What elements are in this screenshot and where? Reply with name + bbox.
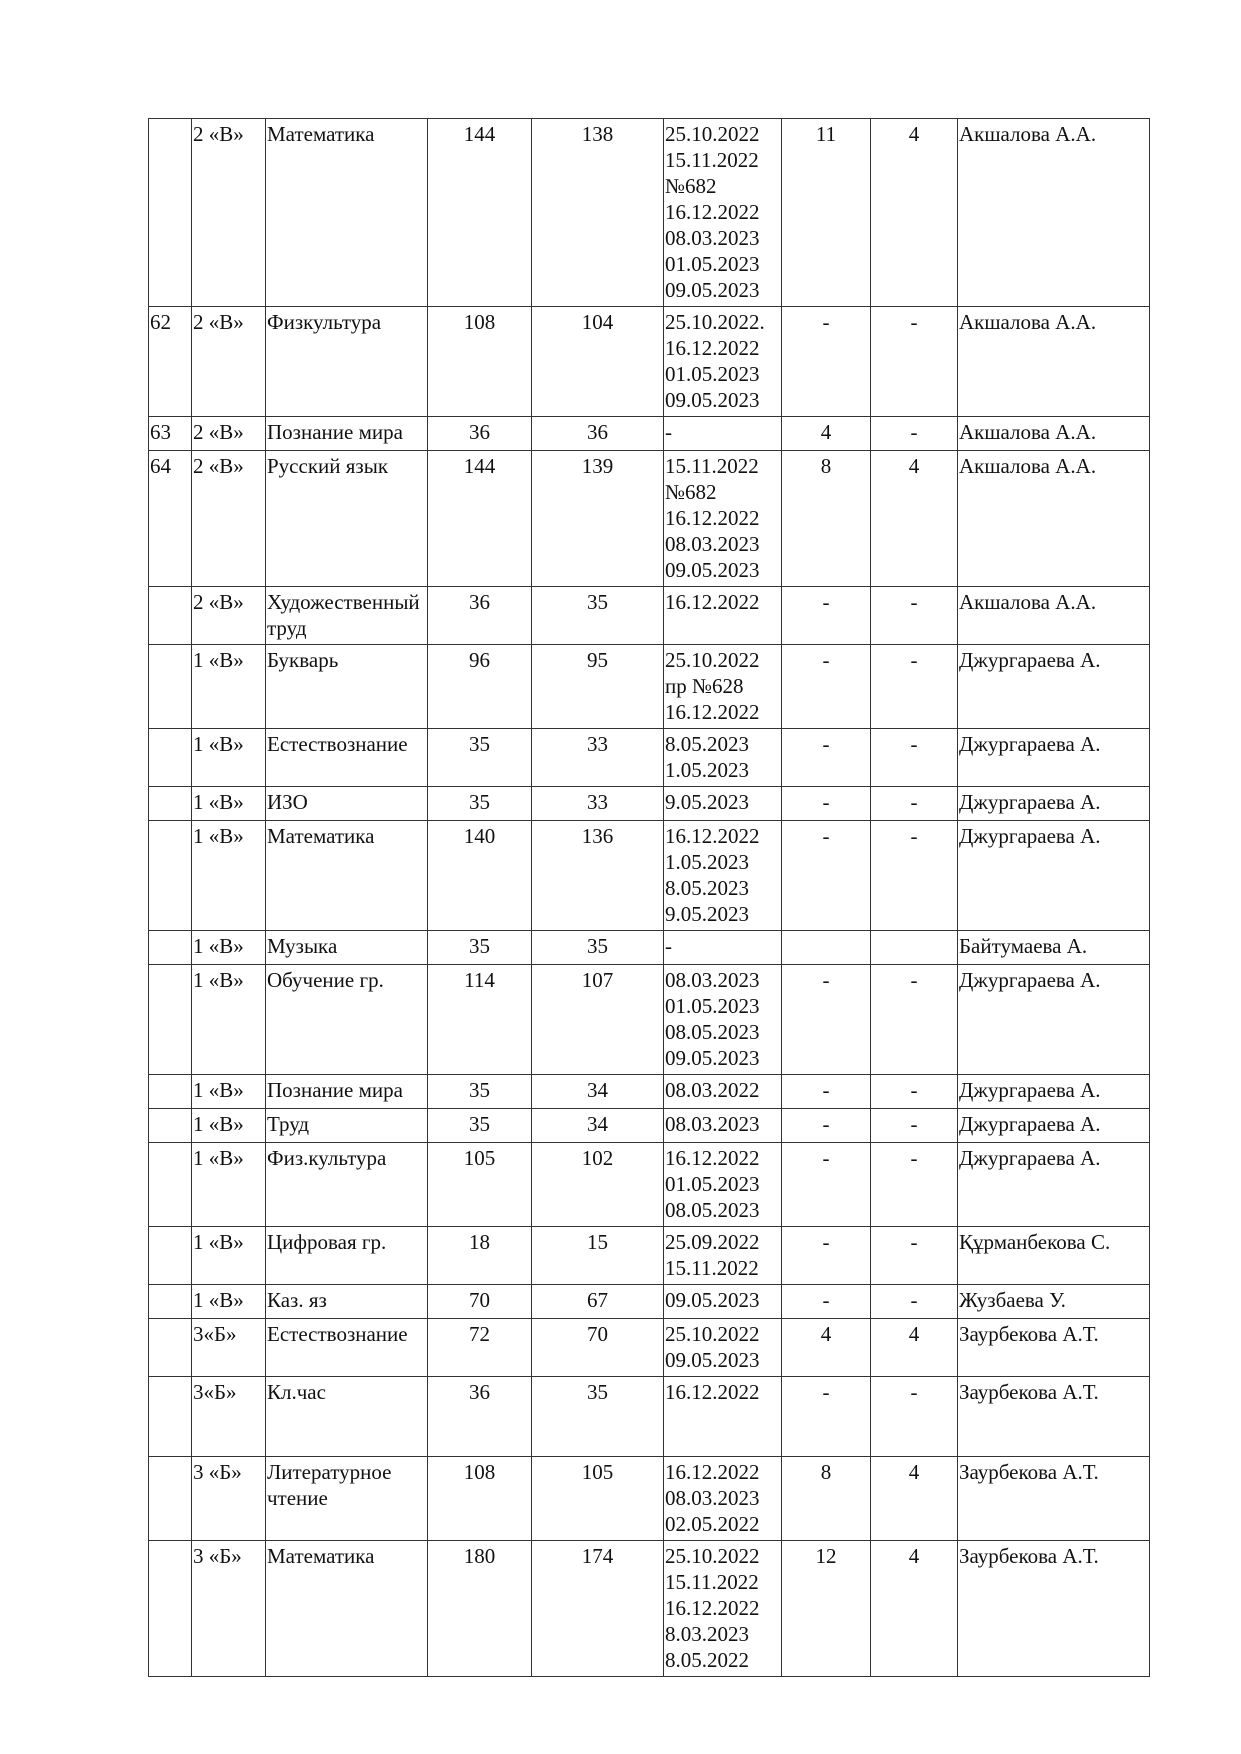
row-number-cell: [149, 1377, 192, 1457]
teacher-cell: Джургараева А.: [958, 645, 1150, 729]
class-cell: 3«Б»: [192, 1377, 266, 1457]
actual-hours-cell: 36: [532, 417, 664, 451]
subject-cell: Математика: [266, 1541, 428, 1677]
column-a-cell: -: [782, 965, 871, 1075]
column-b-cell: -: [871, 1227, 958, 1285]
planned-hours-cell: 36: [428, 587, 532, 645]
column-a-cell: 4: [782, 1319, 871, 1377]
column-b-cell: -: [871, 417, 958, 451]
actual-hours-cell: 35: [532, 587, 664, 645]
row-number-cell: [149, 587, 192, 645]
planned-hours-cell: 108: [428, 307, 532, 417]
planned-hours-cell: 114: [428, 965, 532, 1075]
column-b-cell: -: [871, 587, 958, 645]
row-number-cell: [149, 1075, 192, 1109]
teacher-cell: Акшалова А.А.: [958, 417, 1150, 451]
class-cell: 1 «В»: [192, 965, 266, 1075]
teacher-cell: Заурбекова А.Т.: [958, 1457, 1150, 1541]
dates-cell: 25.10.2022. 16.12.2022 01.05.2023 09.05.2023: [664, 307, 782, 417]
table-row: [149, 1227, 1150, 1285]
row-number-cell: [149, 645, 192, 729]
planned-hours-cell: 72: [428, 1319, 532, 1377]
row-number-cell: 62: [149, 307, 192, 417]
class-cell: 1 «В»: [192, 1285, 266, 1319]
teacher-cell: Джургараева А.: [958, 1075, 1150, 1109]
teacher-cell: Джургараева А.: [958, 729, 1150, 787]
actual-hours-cell: 35: [532, 931, 664, 965]
teacher-cell: Акшалова А.А.: [958, 587, 1150, 645]
class-cell: 2 «В»: [192, 119, 266, 307]
column-a-cell: -: [782, 645, 871, 729]
row-number-cell: 64: [149, 451, 192, 587]
teacher-cell: Заурбекова А.Т.: [958, 1541, 1150, 1677]
subject-cell: Музыка: [266, 931, 428, 965]
planned-hours-cell: 108: [428, 1457, 532, 1541]
dates-cell: 09.05.2023: [664, 1285, 782, 1319]
dates-cell: 16.12.2022: [664, 587, 782, 645]
row-number-cell: [149, 1541, 192, 1677]
subject-cell: Естествознание: [266, 1319, 428, 1377]
table-row: [149, 1109, 1150, 1143]
teacher-cell: Құрманбекова С.: [958, 1227, 1150, 1285]
column-b-cell: 4: [871, 119, 958, 307]
column-b-cell: -: [871, 1285, 958, 1319]
actual-hours-cell: 33: [532, 787, 664, 821]
table-row: [149, 307, 1150, 417]
subject-cell: Каз. яз: [266, 1285, 428, 1319]
dates-cell: 08.03.2023 01.05.2023 08.05.2023 09.05.2023: [664, 965, 782, 1075]
dates-cell: 9.05.2023: [664, 787, 782, 821]
actual-hours-cell: 102: [532, 1143, 664, 1227]
class-cell: 3 «Б»: [192, 1541, 266, 1677]
dates-cell: 25.10.2022 09.05.2023: [664, 1319, 782, 1377]
teacher-cell: Джургараева А.: [958, 787, 1150, 821]
table-row: [149, 1541, 1150, 1677]
dates-cell: 16.12.2022 01.05.2023 08.05.2023: [664, 1143, 782, 1227]
column-b-cell: -: [871, 965, 958, 1075]
table-row: [149, 645, 1150, 729]
planned-hours-cell: 144: [428, 119, 532, 307]
subject-cell: Познание мира: [266, 1075, 428, 1109]
column-b-cell: -: [871, 1075, 958, 1109]
dates-cell: 08.03.2023: [664, 1109, 782, 1143]
planned-hours-cell: 96: [428, 645, 532, 729]
row-number-cell: [149, 821, 192, 931]
actual-hours-cell: 95: [532, 645, 664, 729]
row-number-cell: [149, 1109, 192, 1143]
table-row: [149, 417, 1150, 451]
column-a-cell: -: [782, 307, 871, 417]
subject-cell: Художественный труд: [266, 587, 428, 645]
subject-cell: Естествознание: [266, 729, 428, 787]
planned-hours-cell: 36: [428, 1377, 532, 1457]
table-row: [149, 821, 1150, 931]
planned-hours-cell: 35: [428, 1075, 532, 1109]
table-row: [149, 729, 1150, 787]
planned-hours-cell: 18: [428, 1227, 532, 1285]
table-row: [149, 1457, 1150, 1541]
class-cell: 2 «В»: [192, 587, 266, 645]
column-b-cell: -: [871, 1377, 958, 1457]
table-row: [149, 587, 1150, 645]
dates-cell: 8.05.2023 1.05.2023: [664, 729, 782, 787]
planned-hours-cell: 35: [428, 1109, 532, 1143]
dates-cell: 16.12.2022: [664, 1377, 782, 1457]
class-cell: 1 «В»: [192, 1109, 266, 1143]
row-number-cell: [149, 1457, 192, 1541]
column-a-cell: -: [782, 729, 871, 787]
subject-cell: Труд: [266, 1109, 428, 1143]
planned-hours-cell: 105: [428, 1143, 532, 1227]
column-b-cell: -: [871, 1109, 958, 1143]
subject-cell: Цифровая гр.: [266, 1227, 428, 1285]
teacher-cell: Акшалова А.А.: [958, 451, 1150, 587]
actual-hours-cell: 15: [532, 1227, 664, 1285]
teacher-cell: Заурбекова А.Т.: [958, 1377, 1150, 1457]
dates-cell: 16.12.2022 1.05.2023 8.05.2023 9.05.2023: [664, 821, 782, 931]
subject-cell: Обучение гр.: [266, 965, 428, 1075]
table-row: [149, 1143, 1150, 1227]
actual-hours-cell: 33: [532, 729, 664, 787]
class-cell: 2 «В»: [192, 451, 266, 587]
teacher-cell: Джургараева А.: [958, 1143, 1150, 1227]
subject-cell: ИЗО: [266, 787, 428, 821]
subject-cell: Букварь: [266, 645, 428, 729]
subject-cell: Физкультура: [266, 307, 428, 417]
class-cell: 1 «В»: [192, 931, 266, 965]
column-b-cell: -: [871, 1143, 958, 1227]
column-a-cell: -: [782, 787, 871, 821]
column-b-cell: 4: [871, 451, 958, 587]
dates-cell: 15.11.2022 №682 16.12.2022 08.03.2023 09.05.2023: [664, 451, 782, 587]
row-number-cell: [149, 1227, 192, 1285]
actual-hours-cell: 104: [532, 307, 664, 417]
column-a-cell: 8: [782, 451, 871, 587]
teacher-cell: Акшалова А.А.: [958, 307, 1150, 417]
row-number-cell: [149, 1285, 192, 1319]
class-cell: 1 «В»: [192, 821, 266, 931]
dates-cell: 25.10.2022 15.11.2022 №682 16.12.2022 08.03.2023 01.05.2023 09.05.2023: [664, 119, 782, 307]
planned-hours-cell: 140: [428, 821, 532, 931]
actual-hours-cell: 174: [532, 1541, 664, 1677]
class-cell: 1 «В»: [192, 1143, 266, 1227]
column-b-cell: -: [871, 821, 958, 931]
column-a-cell: -: [782, 821, 871, 931]
actual-hours-cell: 34: [532, 1109, 664, 1143]
dates-cell: 25.09.2022 15.11.2022: [664, 1227, 782, 1285]
subject-cell: Познание мира: [266, 417, 428, 451]
table-row: [149, 119, 1150, 307]
actual-hours-cell: 139: [532, 451, 664, 587]
class-cell: 3 «Б»: [192, 1457, 266, 1541]
dates-cell: -: [664, 931, 782, 965]
column-a-cell: -: [782, 1075, 871, 1109]
subject-cell: Физ.культура: [266, 1143, 428, 1227]
column-b-cell: -: [871, 787, 958, 821]
column-a-cell: -: [782, 1377, 871, 1457]
column-a-cell: -: [782, 1109, 871, 1143]
actual-hours-cell: 107: [532, 965, 664, 1075]
actual-hours-cell: 67: [532, 1285, 664, 1319]
subject-cell: Математика: [266, 119, 428, 307]
curriculum-table: [148, 118, 1150, 1677]
column-a-cell: -: [782, 1143, 871, 1227]
column-a-cell: [782, 931, 871, 965]
row-number-cell: 63: [149, 417, 192, 451]
planned-hours-cell: 180: [428, 1541, 532, 1677]
table-row: [149, 1319, 1150, 1377]
planned-hours-cell: 70: [428, 1285, 532, 1319]
teacher-cell: Заурбекова А.Т.: [958, 1319, 1150, 1377]
column-b-cell: [871, 931, 958, 965]
table-row: [149, 965, 1150, 1075]
subject-cell: Литературное чтение: [266, 1457, 428, 1541]
teacher-cell: Джургараева А.: [958, 821, 1150, 931]
actual-hours-cell: 34: [532, 1075, 664, 1109]
actual-hours-cell: 138: [532, 119, 664, 307]
dates-cell: -: [664, 417, 782, 451]
class-cell: 1 «В»: [192, 1075, 266, 1109]
column-a-cell: -: [782, 587, 871, 645]
column-a-cell: -: [782, 1285, 871, 1319]
column-b-cell: -: [871, 645, 958, 729]
column-b-cell: 4: [871, 1319, 958, 1377]
dates-cell: 25.10.2022 15.11.2022 16.12.2022 8.03.2023 8.05.2022: [664, 1541, 782, 1677]
table-row: [149, 1075, 1150, 1109]
teacher-cell: Байтумаева А.: [958, 931, 1150, 965]
teacher-cell: Жузбаева У.: [958, 1285, 1150, 1319]
column-b-cell: 4: [871, 1541, 958, 1677]
table-row: [149, 1377, 1150, 1457]
column-a-cell: 11: [782, 119, 871, 307]
row-number-cell: [149, 1319, 192, 1377]
class-cell: 1 «В»: [192, 645, 266, 729]
column-b-cell: 4: [871, 1457, 958, 1541]
table-row: [149, 931, 1150, 965]
dates-cell: 16.12.2022 08.03.2023 02.05.2022: [664, 1457, 782, 1541]
subject-cell: Кл.час: [266, 1377, 428, 1457]
subject-cell: Русский язык: [266, 451, 428, 587]
table-row: [149, 451, 1150, 587]
column-a-cell: 12: [782, 1541, 871, 1677]
class-cell: 1 «В»: [192, 787, 266, 821]
dates-cell: 25.10.2022 пр №628 16.12.2022: [664, 645, 782, 729]
class-cell: 2 «В»: [192, 307, 266, 417]
planned-hours-cell: 35: [428, 729, 532, 787]
actual-hours-cell: 105: [532, 1457, 664, 1541]
planned-hours-cell: 35: [428, 931, 532, 965]
actual-hours-cell: 70: [532, 1319, 664, 1377]
row-number-cell: [149, 787, 192, 821]
column-b-cell: -: [871, 729, 958, 787]
actual-hours-cell: 136: [532, 821, 664, 931]
planned-hours-cell: 36: [428, 417, 532, 451]
teacher-cell: Акшалова А.А.: [958, 119, 1150, 307]
table-row: [149, 787, 1150, 821]
column-a-cell: -: [782, 1227, 871, 1285]
dates-cell: 08.03.2022: [664, 1075, 782, 1109]
class-cell: 1 «В»: [192, 729, 266, 787]
class-cell: 3«Б»: [192, 1319, 266, 1377]
planned-hours-cell: 144: [428, 451, 532, 587]
table-row: [149, 1285, 1150, 1319]
column-b-cell: -: [871, 307, 958, 417]
teacher-cell: Джургараева А.: [958, 1109, 1150, 1143]
row-number-cell: [149, 931, 192, 965]
column-a-cell: 4: [782, 417, 871, 451]
planned-hours-cell: 35: [428, 787, 532, 821]
teacher-cell: Джургараева А.: [958, 965, 1150, 1075]
actual-hours-cell: 35: [532, 1377, 664, 1457]
class-cell: 2 «В»: [192, 417, 266, 451]
row-number-cell: [149, 729, 192, 787]
row-number-cell: [149, 119, 192, 307]
row-number-cell: [149, 1143, 192, 1227]
class-cell: 1 «В»: [192, 1227, 266, 1285]
subject-cell: Математика: [266, 821, 428, 931]
row-number-cell: [149, 965, 192, 1075]
column-a-cell: 8: [782, 1457, 871, 1541]
